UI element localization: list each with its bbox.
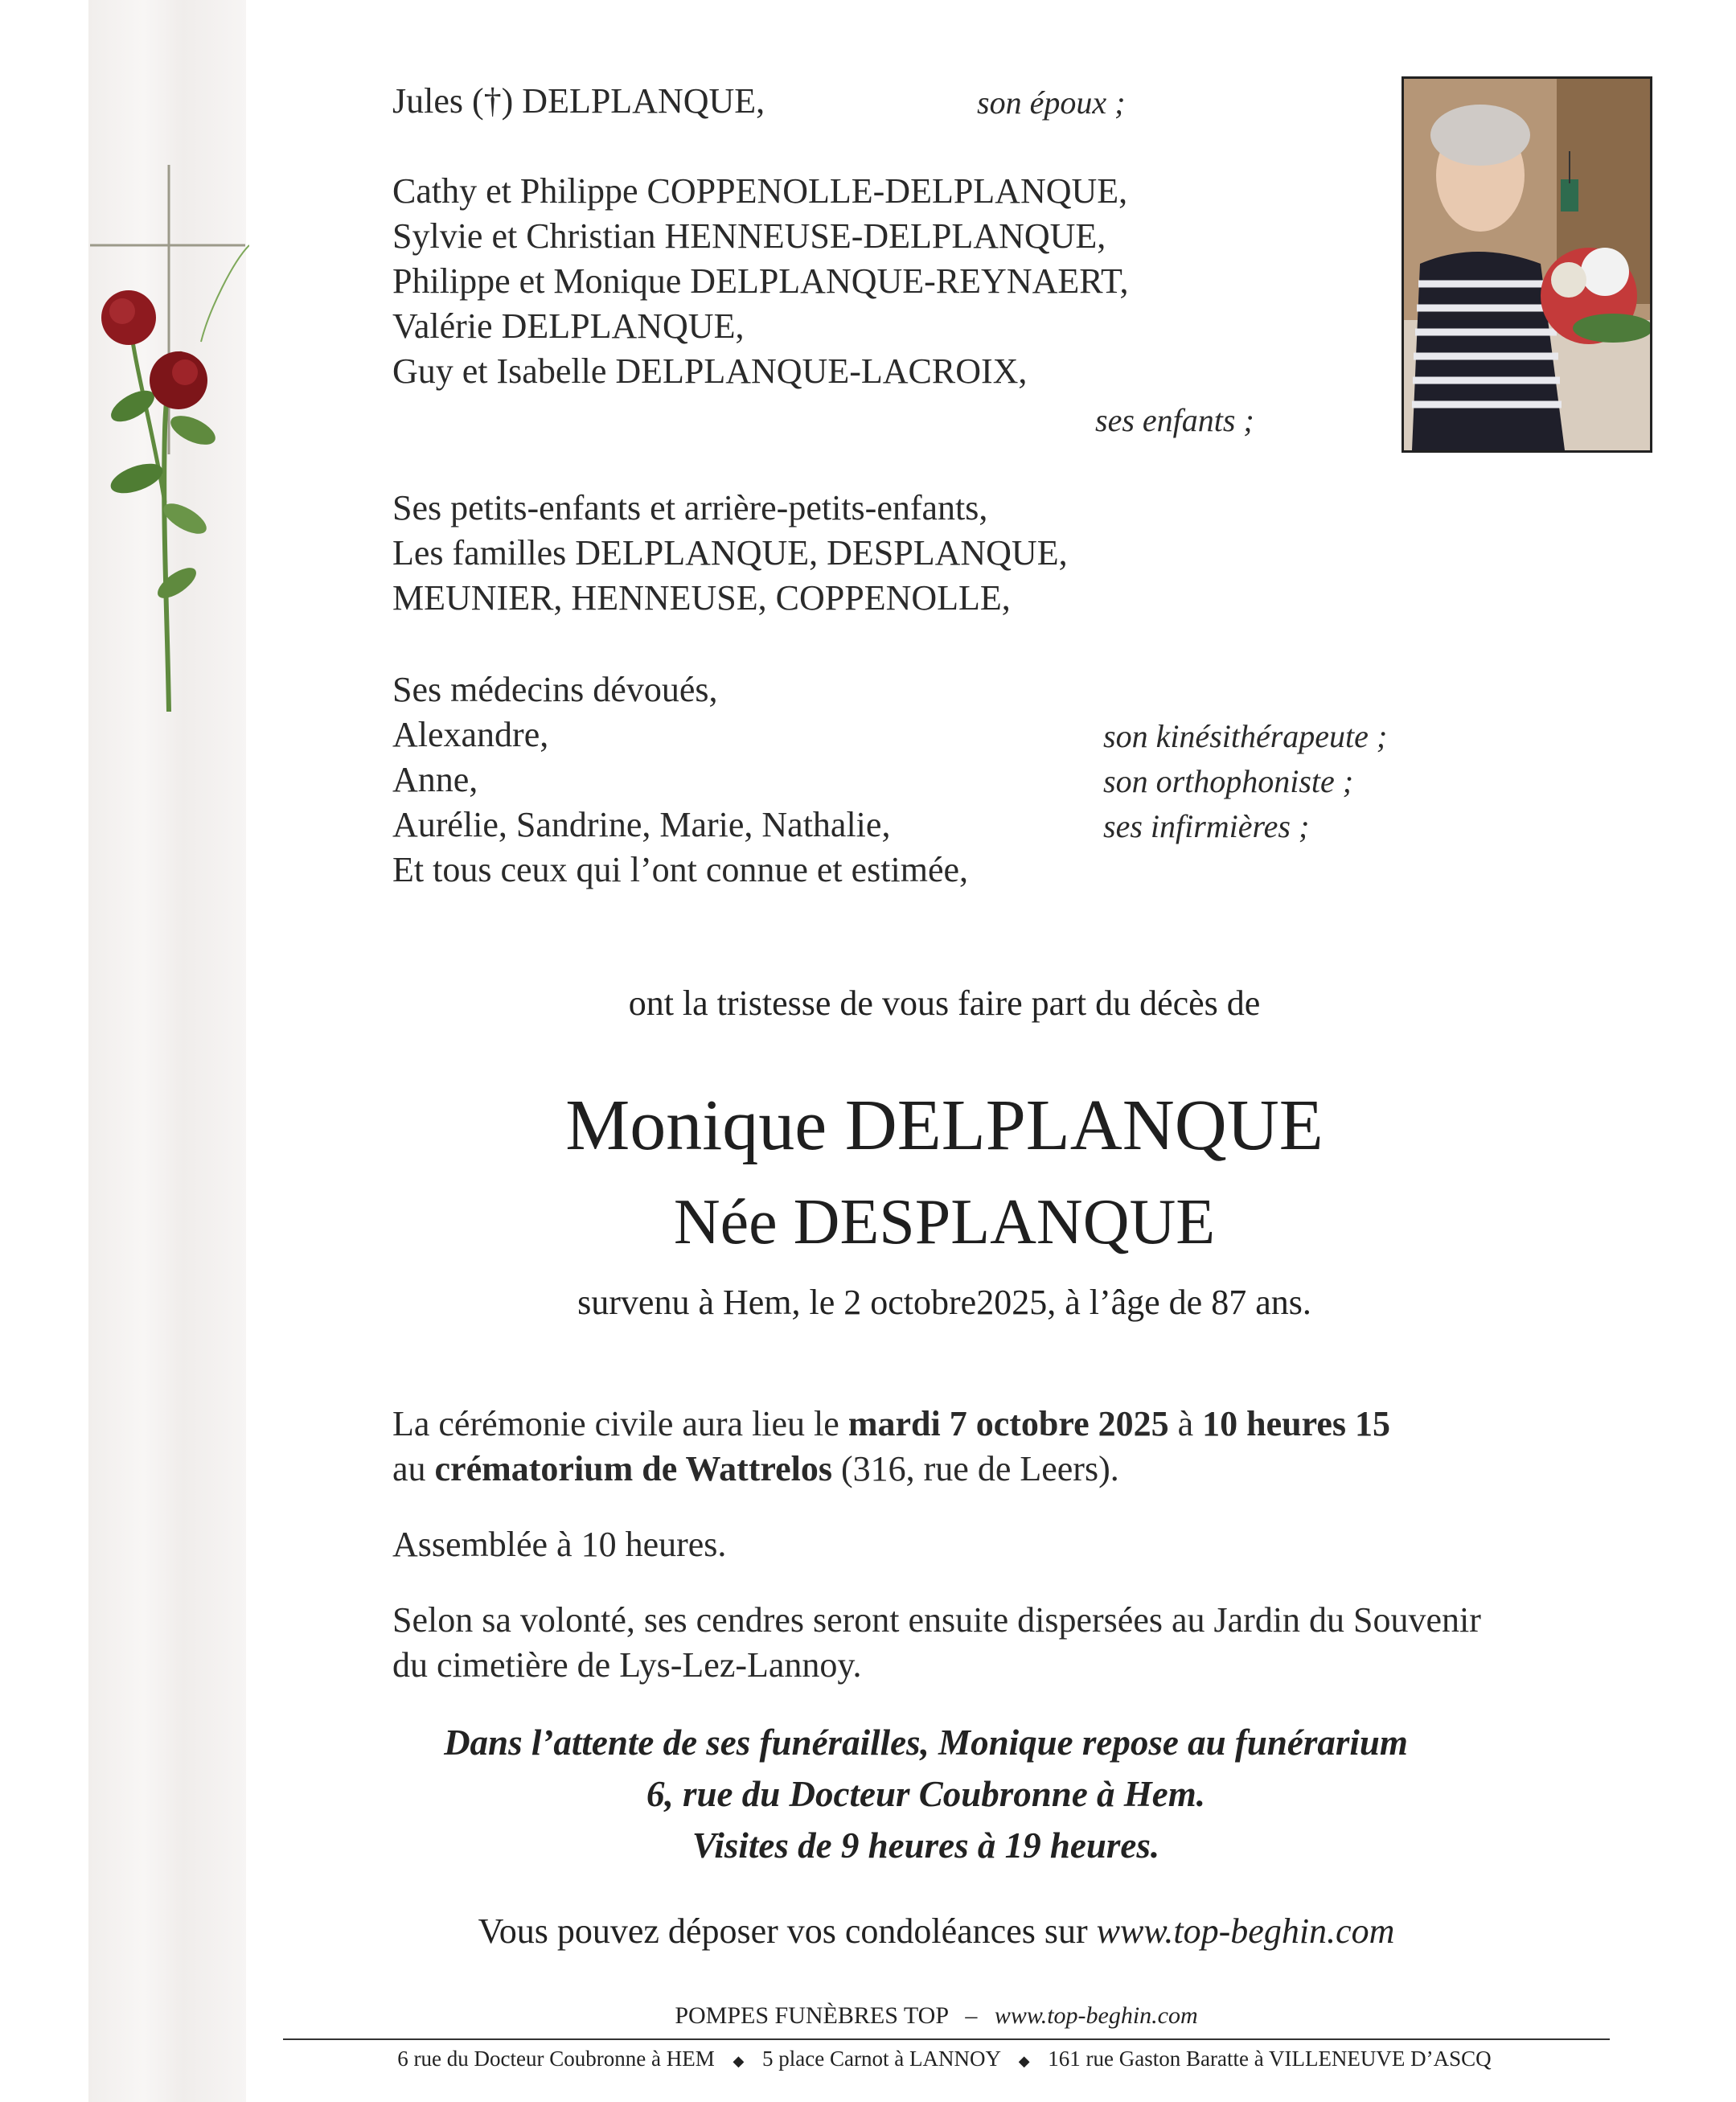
rest-line: Dans l’attente de ses funérailles, Monique repose au funérarium: [444, 1722, 1408, 1763]
condolences-text: Vous pouvez déposer vos condoléances sur: [478, 1911, 1097, 1951]
child-name: Sylvie et Christian HENNEUSE-DELPLANQUE,: [392, 216, 1106, 256]
wishes-line: du cimetière de Lys-Lez-Lannoy.: [392, 1645, 862, 1685]
ceremony-prefix: La cérémonie civile aura lieu le: [392, 1404, 848, 1443]
footer-website[interactable]: www.top-beghin.com: [994, 2002, 1198, 2029]
footer-company: POMPES FUNÈBRES TOP: [675, 2002, 948, 2029]
footer-address-hem: 6 rue du Docteur Coubronne à HEM: [397, 2047, 715, 2071]
care-line: Aurélie, Sandrine, Marie, Nathalie,: [392, 805, 891, 844]
ceremony-line-1: [392, 1402, 1390, 1447]
announcement-text: ont la tristesse de vous faire part du décès de: [628, 983, 1261, 1023]
child-name: Philippe et Monique DELPLANQUE-REYNAERT,: [392, 261, 1129, 301]
child-name: Guy et Isabelle DELPLANQUE-LACROIX,: [392, 351, 1028, 391]
ceremony-mid: à: [1168, 1404, 1203, 1443]
child-name: Valérie DELPLANQUE,: [392, 306, 745, 346]
deceased-birth-name: Née DESPLANQUE: [673, 1187, 1216, 1258]
ceremony-line-2: [392, 1447, 1119, 1492]
footer-divider: [283, 2038, 1610, 2040]
footer-separator: ◆: [1018, 2053, 1030, 2069]
footer-dash: –: [965, 2002, 978, 2029]
care-role: son orthophoniste ;: [1103, 763, 1354, 799]
cross-with-roses-illustration: [88, 165, 249, 712]
footer-company-line: [68, 2000, 1736, 2032]
ceremony-time: 10 heures 15: [1202, 1404, 1390, 1443]
wishes-line: Selon sa volonté, ses cendres seront ensuite dispersées au Jardin du Souvenir: [392, 1600, 1481, 1640]
condolences-line: [68, 1909, 1736, 1954]
care-line: Alexandre,: [392, 715, 549, 754]
footer-address-villeneuve: 161 rue Gaston Baratte à VILLENEUVE D’ASCQ: [1048, 2047, 1492, 2071]
footer-addresses: [76, 2042, 1736, 2077]
footer-separator: ◆: [733, 2053, 745, 2069]
portrait-photo: [1402, 76, 1652, 453]
care-line: Et tous ceux qui l’ont connue et estimée,: [392, 850, 969, 889]
family-line: Ses petits-enfants et arrière-petits-enfants,: [392, 488, 988, 528]
children-role: ses enfants ;: [1095, 402, 1254, 438]
condolences-link[interactable]: www.top-beghin.com: [1096, 1911, 1395, 1951]
ceremony-address: (316, rue de Leers).: [832, 1449, 1119, 1488]
deceased-name: Monique DELPLANQUE: [565, 1086, 1324, 1165]
assembly-text: Assemblée à 10 heures.: [392, 1525, 727, 1564]
portrait-image: [1404, 79, 1650, 450]
spouse-role: son époux ;: [977, 84, 1126, 121]
ceremony-line2-prefix: au: [392, 1449, 435, 1488]
rest-line: 6, rue du Docteur Coubronne à Hem.: [646, 1774, 1206, 1814]
deceased-details: survenu à Hem, le 2 octobre2025, à l’âge de 87 ans.: [577, 1283, 1311, 1322]
family-line: MEUNIER, HENNEUSE, COPPENOLLE,: [392, 578, 1011, 618]
footer-address-lannoy: 5 place Carnot à LANNOY: [762, 2047, 1000, 2071]
child-name: Cathy et Philippe COPPENOLLE-DELPLANQUE,: [392, 171, 1128, 211]
care-line: Ses médecins dévoués,: [392, 670, 718, 709]
ceremony-date: mardi 7 octobre 2025: [847, 1404, 1169, 1443]
family-line: Les familles DELPLANQUE, DESPLANQUE,: [392, 533, 1068, 573]
care-role: son kinésithérapeute ;: [1103, 718, 1388, 754]
rest-line: Visites de 9 heures à 19 heures.: [692, 1825, 1160, 1866]
ceremony-place: crématorium de Wattrelos: [434, 1449, 832, 1488]
care-role: ses infirmières ;: [1103, 808, 1310, 844]
care-line: Anne,: [392, 760, 478, 799]
spouse-name: Jules (†) DELPLANQUE,: [392, 81, 765, 121]
